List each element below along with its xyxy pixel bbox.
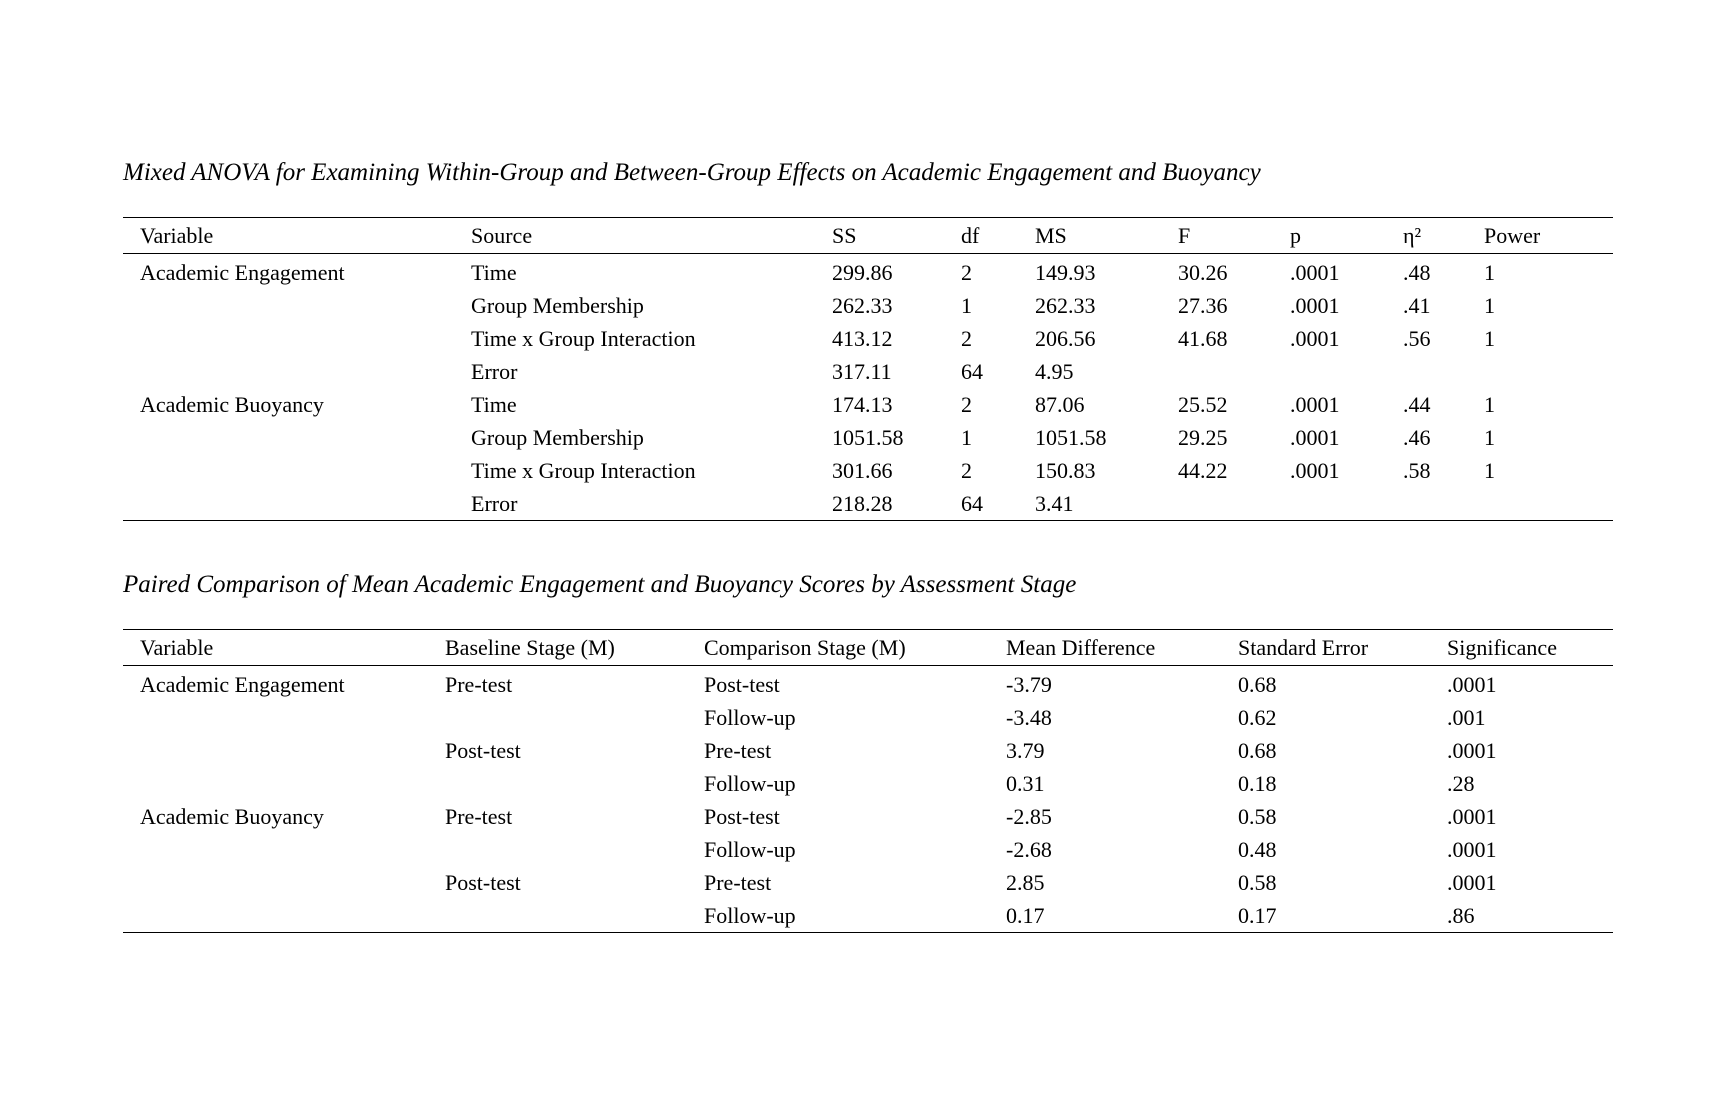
table-cell: 1051.58 <box>832 425 904 450</box>
table-cell: Academic Engagement <box>140 672 345 697</box>
table1-header-row <box>123 218 1613 254</box>
table-cell: 27.36 <box>1178 293 1228 318</box>
table-cell: Post-test <box>704 804 780 829</box>
table-cell: 1 <box>961 293 972 318</box>
table-cell <box>1386 355 1467 388</box>
column-header: Source <box>471 223 533 248</box>
table1-caption: Mixed ANOVA for Examining Within-Group and Between-Group Effects on Academic Engagement and Buoyancy <box>123 159 1261 186</box>
table-row <box>123 800 1613 833</box>
table-row <box>123 666 1613 702</box>
table-row <box>123 388 1613 421</box>
table-cell: Group Membership <box>471 425 644 450</box>
column-header: Baseline Stage (M) <box>445 635 615 660</box>
table-cell: .0001 <box>1290 392 1340 417</box>
table-row <box>123 866 1613 899</box>
column-header: SS <box>832 223 857 248</box>
table-cell: .0001 <box>1290 425 1340 450</box>
table-cell: Pre-test <box>704 738 772 763</box>
table-cell: 1 <box>1484 458 1495 483</box>
table-cell: .0001 <box>1290 293 1340 318</box>
table-cell: Academic Buoyancy <box>140 392 324 417</box>
table-cell: 0.48 <box>1238 837 1277 862</box>
table-cell: 30.26 <box>1178 260 1228 285</box>
table-cell: 2 <box>961 392 972 417</box>
table-cell: .56 <box>1403 326 1431 351</box>
column-header: Variable <box>140 635 214 660</box>
table-cell: -3.79 <box>1006 672 1052 697</box>
table-cell: 0.62 <box>1238 705 1277 730</box>
table-cell: 218.28 <box>832 491 893 516</box>
table-cell: 1 <box>1484 326 1495 351</box>
table-row <box>123 734 1613 767</box>
table-cell: Group Membership <box>471 293 644 318</box>
table-cell <box>428 767 687 800</box>
table-cell: Academic Buoyancy <box>140 804 324 829</box>
table-cell: 262.33 <box>1035 293 1096 318</box>
table-cell: .0001 <box>1447 837 1497 862</box>
table-cell: 0.68 <box>1238 672 1277 697</box>
table-cell: 64 <box>961 359 983 384</box>
table-row <box>123 701 1613 734</box>
table-cell: Pre-test <box>704 870 772 895</box>
table-cell: .0001 <box>1290 458 1340 483</box>
table-cell: 149.93 <box>1035 260 1096 285</box>
column-header: Variable <box>140 223 214 248</box>
table-cell: 0.58 <box>1238 870 1277 895</box>
table-cell: Academic Engagement <box>140 260 345 285</box>
table-cell: Follow-up <box>704 903 796 928</box>
table-cell: 1 <box>1484 392 1495 417</box>
table-cell: 29.25 <box>1178 425 1228 450</box>
table-cell: Pre-test <box>445 804 513 829</box>
table-cell <box>1467 487 1613 521</box>
table-cell: 150.83 <box>1035 458 1096 483</box>
table-cell: -2.85 <box>1006 804 1052 829</box>
table-cell <box>123 899 428 933</box>
table-cell: Follow-up <box>704 837 796 862</box>
table-cell: .28 <box>1447 771 1475 796</box>
table-cell <box>123 767 428 800</box>
table-cell: .0001 <box>1447 738 1497 763</box>
table-cell <box>123 833 428 866</box>
table-cell: 262.33 <box>832 293 893 318</box>
table-cell: 0.31 <box>1006 771 1045 796</box>
table-cell: 0.58 <box>1238 804 1277 829</box>
table-row <box>123 254 1613 290</box>
table-cell: Time x Group Interaction <box>471 458 696 483</box>
table-cell: 0.68 <box>1238 738 1277 763</box>
table-cell: .58 <box>1403 458 1431 483</box>
table-cell: 1 <box>1484 260 1495 285</box>
column-header: F <box>1178 223 1191 248</box>
column-header: MS <box>1035 223 1067 248</box>
table-cell <box>428 701 687 734</box>
table-row <box>123 767 1613 800</box>
table-cell <box>123 454 454 487</box>
table-cell <box>1386 487 1467 521</box>
table-row <box>123 421 1613 454</box>
table-cell: .0001 <box>1290 326 1340 351</box>
table-cell: 2 <box>961 326 972 351</box>
table-cell: Post-test <box>704 672 780 697</box>
table-cell: Error <box>471 491 518 516</box>
table-cell: 4.95 <box>1035 359 1074 384</box>
table-cell: Time <box>471 392 517 417</box>
table-cell: .0001 <box>1447 804 1497 829</box>
table-cell <box>1161 355 1273 388</box>
table-cell: .0001 <box>1447 870 1497 895</box>
table-cell: Pre-test <box>445 672 513 697</box>
table-cell: 44.22 <box>1178 458 1228 483</box>
table-cell <box>1161 487 1273 521</box>
table-cell: 1 <box>961 425 972 450</box>
table-cell: -2.68 <box>1006 837 1052 862</box>
table-cell <box>123 421 454 454</box>
table-cell: 0.18 <box>1238 771 1277 796</box>
table-cell: 2.85 <box>1006 870 1045 895</box>
table-cell <box>123 701 428 734</box>
table-cell <box>123 866 428 899</box>
table-cell: 206.56 <box>1035 326 1096 351</box>
table-cell <box>1467 355 1613 388</box>
table-row <box>123 899 1613 933</box>
table-cell <box>123 322 454 355</box>
table-cell: Post-test <box>445 870 521 895</box>
table2-caption: Paired Comparison of Mean Academic Engagement and Buoyancy Scores by Assessment Stage <box>123 571 1077 598</box>
column-header: df <box>961 223 980 248</box>
table-cell: -3.48 <box>1006 705 1052 730</box>
table-row <box>123 289 1613 322</box>
table-cell <box>1273 487 1386 521</box>
table-cell: 1051.58 <box>1035 425 1107 450</box>
table-cell: 0.17 <box>1006 903 1045 928</box>
table-row <box>123 322 1613 355</box>
table-cell: 1 <box>1484 293 1495 318</box>
table-cell: 25.52 <box>1178 392 1228 417</box>
table2-header-row <box>123 630 1613 666</box>
table-cell <box>123 487 454 521</box>
table-cell: .0001 <box>1290 260 1340 285</box>
table-cell <box>123 289 454 322</box>
table-row <box>123 487 1613 521</box>
column-header: p <box>1290 223 1301 248</box>
table-cell: 0.17 <box>1238 903 1277 928</box>
table-cell: 2 <box>961 458 972 483</box>
table-cell: .0001 <box>1447 672 1497 697</box>
column-header: Mean Difference <box>1006 635 1156 660</box>
column-header: Power <box>1484 223 1541 248</box>
table-cell: 64 <box>961 491 983 516</box>
table-cell: 3.79 <box>1006 738 1045 763</box>
table-cell <box>428 833 687 866</box>
table-cell: .48 <box>1403 260 1431 285</box>
table-cell <box>428 899 687 933</box>
table-cell: 1 <box>1484 425 1495 450</box>
column-header: Comparison Stage (M) <box>704 635 906 660</box>
table-cell: .44 <box>1403 392 1431 417</box>
table-cell: .41 <box>1403 293 1431 318</box>
table-cell: 301.66 <box>832 458 893 483</box>
table-row <box>123 833 1613 866</box>
anova-table <box>123 217 1613 521</box>
table-cell <box>123 734 428 767</box>
table-cell: .001 <box>1447 705 1486 730</box>
table-cell: 174.13 <box>832 392 893 417</box>
table-cell: Error <box>471 359 518 384</box>
table-cell: 3.41 <box>1035 491 1074 516</box>
table-row <box>123 355 1613 388</box>
table-cell: 87.06 <box>1035 392 1085 417</box>
table-cell <box>123 355 454 388</box>
column-header: Significance <box>1447 635 1557 660</box>
table-cell: 41.68 <box>1178 326 1228 351</box>
table-cell: Time x Group Interaction <box>471 326 696 351</box>
table-cell: 317.11 <box>832 359 892 384</box>
table-cell: 413.12 <box>832 326 893 351</box>
table-cell: 299.86 <box>832 260 893 285</box>
table-cell: Follow-up <box>704 771 796 796</box>
column-header: Standard Error <box>1238 635 1369 660</box>
table-cell: Time <box>471 260 517 285</box>
table-cell: .86 <box>1447 903 1475 928</box>
table-cell: .46 <box>1403 425 1431 450</box>
table-cell <box>1273 355 1386 388</box>
table-cell: 2 <box>961 260 972 285</box>
column-header: η² <box>1403 223 1422 248</box>
table-cell: Follow-up <box>704 705 796 730</box>
paired-comparison-table <box>123 629 1613 933</box>
table-cell: Post-test <box>445 738 521 763</box>
table-row <box>123 454 1613 487</box>
